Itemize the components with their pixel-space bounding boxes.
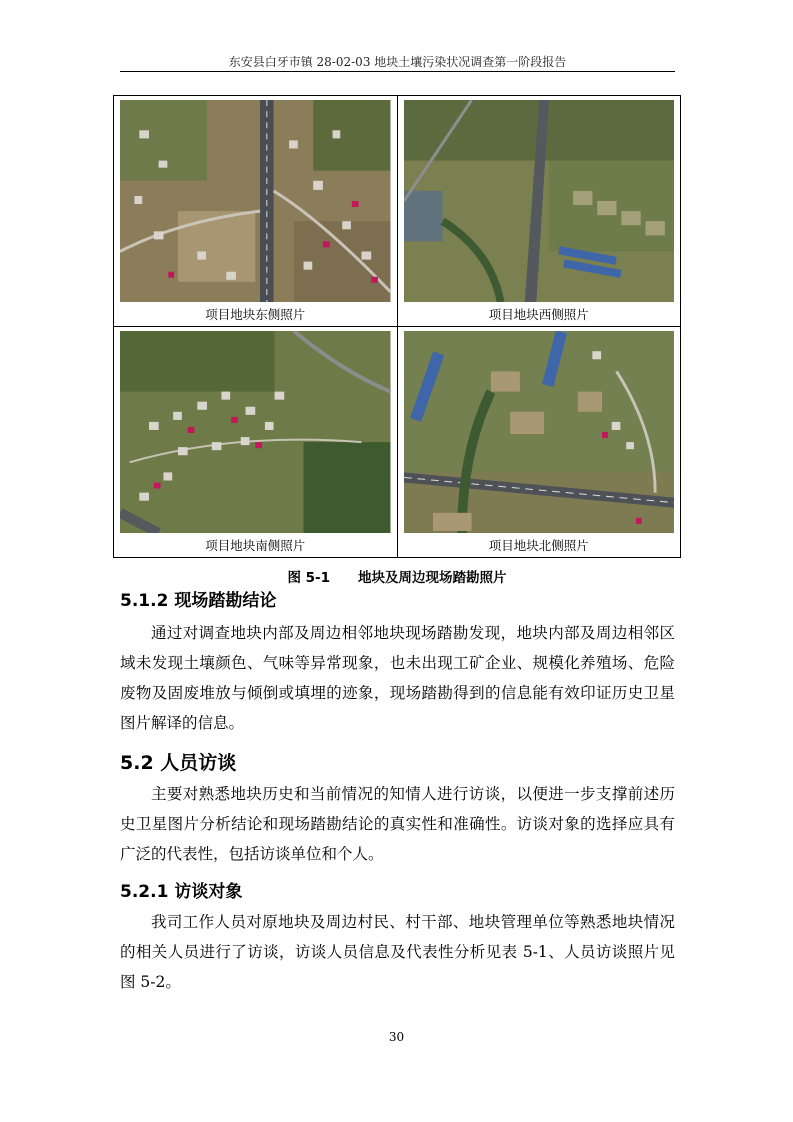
page-number: 30 [388, 1030, 405, 1044]
section-heading-5-2: 5.2 人员访谈 [120, 752, 237, 774]
section-heading-5-2-1: 5.2.1 访谈对象 [120, 882, 243, 902]
photo-caption-north: 项目地块北侧照片 [488, 538, 589, 553]
aerial-photo-north [404, 331, 675, 533]
header-rule [120, 71, 675, 72]
aerial-photo-south [120, 331, 391, 533]
photo-table [113, 95, 681, 558]
photo-cell-east [114, 96, 398, 327]
figure-title: 地块及周边现场踏勘照片 [358, 570, 507, 586]
paragraph-5-1-2: 通过对调查地块内部及周边相邻地块现场踏勘发现，地块内部及周边相邻区域未发现土壤颜色、气味等异常现象，也未出现工矿企业、规模化养殖场、危险废物及固废堆放与倾倒或填埋的迹象，现场踏勘得到的信息能有效印证历史卫星图片解译的信息。 [120, 624, 675, 732]
paragraph-5-2: 主要对熟悉地块历史和当前情况的知情人进行访谈，以便进一步支撑前述历史卫星图片分析结论和现场踏勘结论的真实性和准确性。访谈对象的选择应具有广泛的代表性，包括访谈单位和个人。 [120, 785, 675, 863]
photo-cell-north [397, 327, 681, 558]
aerial-photo-west [404, 100, 675, 302]
figure-number: 图 5-1 [287, 570, 331, 586]
running-header: 东安县白牙市镇 28-02-03 地块土壤污染状况调查第一阶段报告 [228, 55, 567, 69]
section-heading-5-1-2: 5.1.2 现场踏勘结论 [120, 591, 277, 611]
photo-cell-south [114, 327, 398, 558]
photo-caption-south: 项目地块南侧照片 [205, 538, 306, 553]
aerial-photo-east [120, 100, 391, 302]
paragraph-5-2-1: 我司工作人员对原地块及周边村民、村干部、地块管理单位等熟悉地块情况的相关人员进行了访谈，访谈人员信息及代表性分析见表 5-1、人员访谈照片见图 5-2。 [120, 913, 675, 991]
photo-caption-west: 项目地块西侧照片 [488, 307, 589, 322]
photo-cell-west [397, 96, 681, 327]
photo-caption-east: 项目地块东侧照片 [205, 307, 306, 322]
figure-caption [113, 566, 681, 586]
